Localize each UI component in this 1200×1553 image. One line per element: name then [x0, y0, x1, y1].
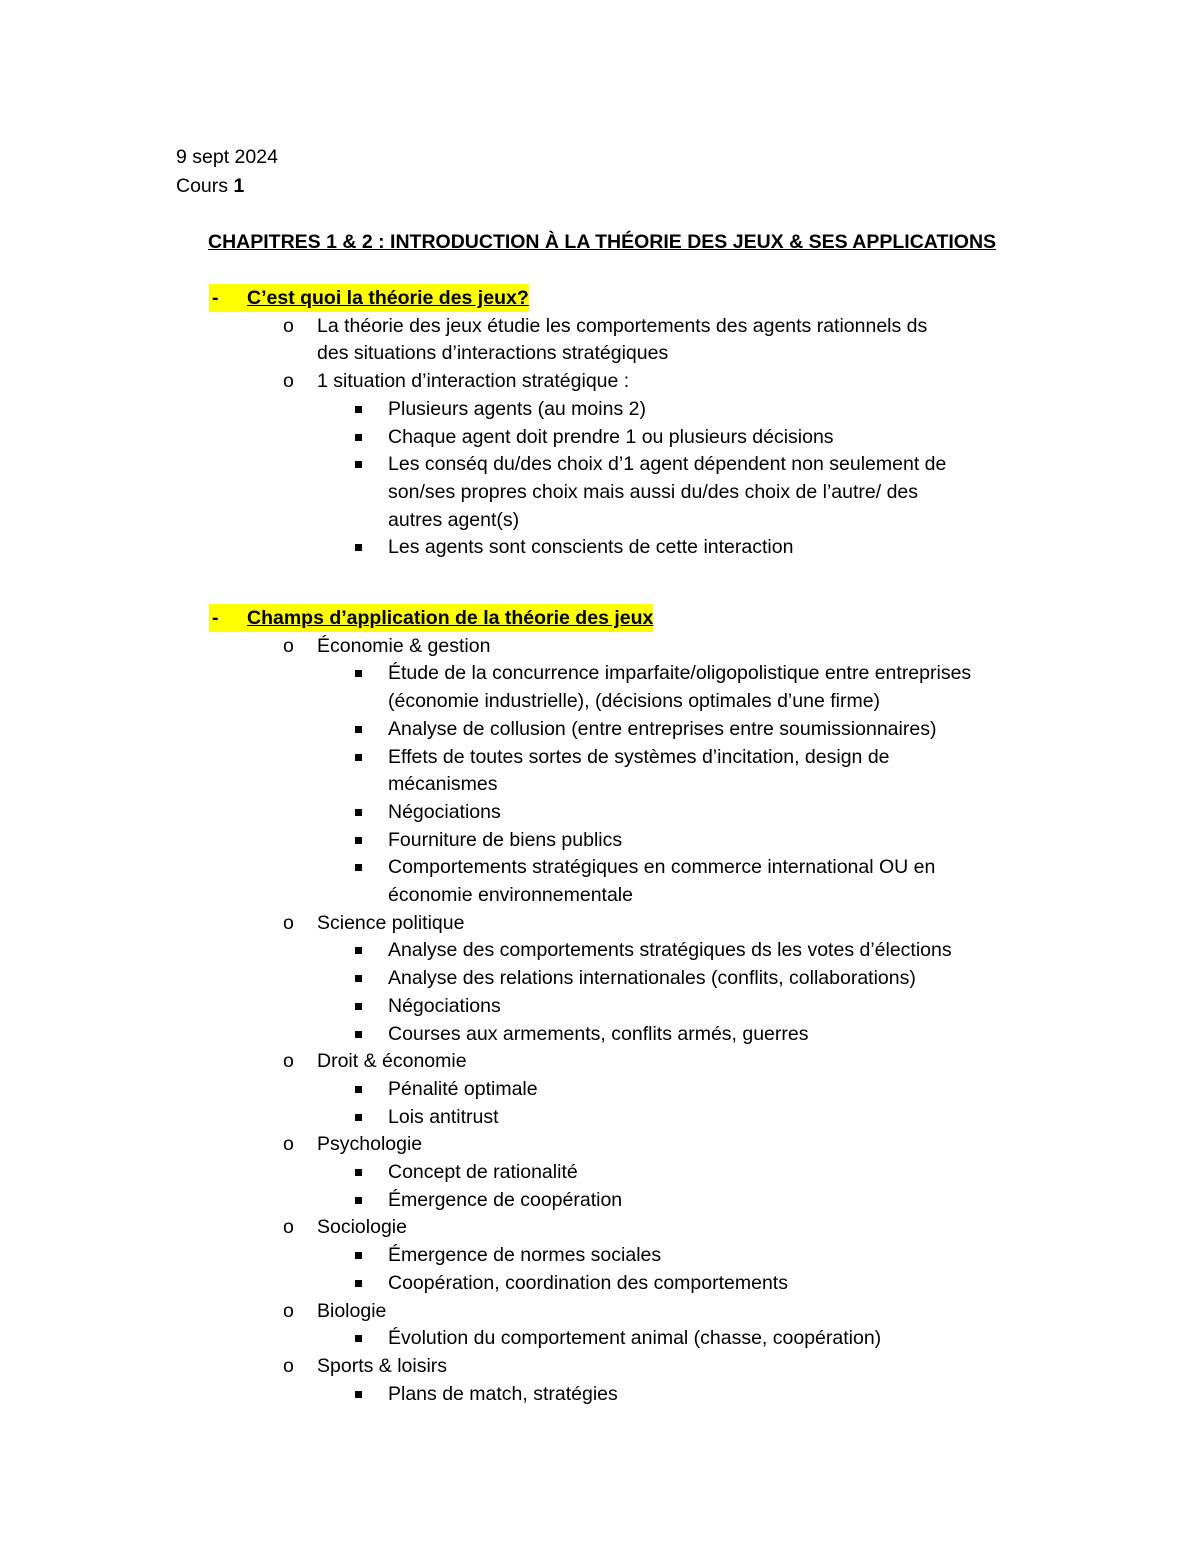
subitem-text: Les conséq du/des choix d’1 agent dépendent non seulement de	[388, 453, 947, 476]
square-bullet	[355, 1280, 362, 1287]
subitem-text: Chaque agent doit prendre 1 ou plusieurs décisions	[388, 425, 834, 448]
circle-bullet: o	[283, 1133, 294, 1156]
square-bullet	[355, 434, 362, 441]
square-bullet	[355, 1252, 362, 1259]
item-text: Droit & économie	[317, 1050, 467, 1073]
course-label	[176, 172, 244, 200]
subitem-text: Fourniture de biens publics	[388, 828, 623, 851]
subitem-text: mécanismes	[388, 773, 498, 796]
subitem-text: Courses aux armements, conflits armés, guerres	[388, 1022, 809, 1045]
item-text: Sociologie	[317, 1216, 407, 1239]
page-title: CHAPITRES 1 & 2 : INTRODUCTION À LA THÉORIE DES JEUX & SES APPLICATIONS	[208, 231, 997, 253]
subitem-text: Analyse de collusion (entre entreprises entre soumissionnaires)	[388, 717, 937, 740]
circle-bullet: o	[283, 314, 294, 337]
item-text: La théorie des jeux étudie les comportements des agents rationnels ds	[317, 314, 928, 337]
circle-bullet: o	[283, 1216, 294, 1239]
item-text: Biologie	[317, 1299, 387, 1322]
square-bullet	[355, 947, 362, 954]
item-text: des situations d’interactions stratégiques	[317, 342, 669, 365]
dash-bullet: -	[212, 287, 219, 309]
subitem-text: son/ses propres choix mais aussi du/des choix de l’autre/ des	[388, 480, 919, 503]
date-text: 9 sept 2024	[176, 146, 278, 168]
square-bullet	[355, 1197, 362, 1204]
subitem-text: Plans de match, stratégies	[388, 1382, 618, 1405]
circle-bullet: o	[283, 370, 294, 393]
subitem-text: Pénalité optimale	[388, 1077, 538, 1100]
dash-bullet: -	[212, 607, 219, 629]
subitem-text: Émergence de coopération	[388, 1188, 623, 1211]
subitem-text: Effets de toutes sortes de systèmes d’incitation, design de	[388, 745, 890, 768]
square-bullet	[355, 1169, 362, 1176]
section-heading: Champs d’application de la théorie des jeux	[247, 604, 653, 632]
square-bullet	[355, 461, 362, 468]
circle-bullet: o	[283, 634, 294, 657]
subitem-text: Comportements stratégiques en commerce international OU en	[388, 856, 936, 879]
square-bullet	[355, 726, 362, 733]
subitem-text: Négociations	[388, 994, 501, 1017]
square-bullet	[355, 754, 362, 761]
subitem-text: Émergence de normes sociales	[388, 1244, 662, 1267]
subitem-text: Concept de rationalité	[388, 1161, 578, 1183]
square-bullet	[355, 864, 362, 871]
circle-bullet: o	[283, 1299, 294, 1322]
circle-bullet: o	[283, 911, 294, 934]
item-text: 1 situation d’interaction stratégique :	[317, 370, 630, 393]
subitem-text: Les agents sont conscients de cette interaction	[388, 536, 794, 559]
square-bullet	[355, 1003, 362, 1010]
square-bullet	[355, 544, 362, 551]
subitem-text: Évolution du comportement animal (chasse, coopération)	[388, 1327, 882, 1350]
item-text: Psychologie	[317, 1133, 423, 1156]
subitem-text: (économie industrielle), (décisions optimales d’une firme)	[388, 690, 881, 713]
circle-bullet: o	[283, 1354, 294, 1377]
square-bullet	[355, 406, 362, 413]
subitem-text: autres agent(s)	[388, 508, 520, 531]
square-bullet	[355, 1086, 362, 1093]
subitem-text: économie environnementale	[388, 884, 633, 906]
item-text: Sports & loisirs	[317, 1354, 448, 1377]
subitem-text: Analyse des relations internationales (conflits, collaborations)	[388, 967, 916, 990]
square-bullet	[355, 1335, 362, 1342]
subitem-text: Lois antitrust	[388, 1105, 499, 1128]
square-bullet	[355, 975, 362, 982]
item-text: Économie & gestion	[317, 634, 491, 657]
square-bullet	[355, 1391, 362, 1398]
subitem-text: Coopération, coordination des comportements	[388, 1271, 788, 1294]
subitem-text: Plusieurs agents (au moins 2)	[388, 397, 646, 420]
square-bullet	[355, 1114, 362, 1121]
course-prefix: Cours	[176, 175, 234, 197]
square-bullet	[355, 670, 362, 677]
square-bullet	[355, 1031, 362, 1038]
subitem-text: Analyse des comportements stratégiques ds les votes d’élections	[388, 939, 952, 962]
course-number: 1	[233, 175, 245, 197]
subitem-text: Négociations	[388, 800, 501, 823]
square-bullet	[355, 809, 362, 816]
item-text: Science politique	[317, 911, 465, 934]
subitem-text: Étude de la concurrence imparfaite/oligopolistique entre entreprises	[388, 662, 972, 685]
section-heading: C’est quoi la théorie des jeux?	[247, 284, 529, 312]
square-bullet	[355, 837, 362, 844]
circle-bullet: o	[283, 1050, 294, 1073]
